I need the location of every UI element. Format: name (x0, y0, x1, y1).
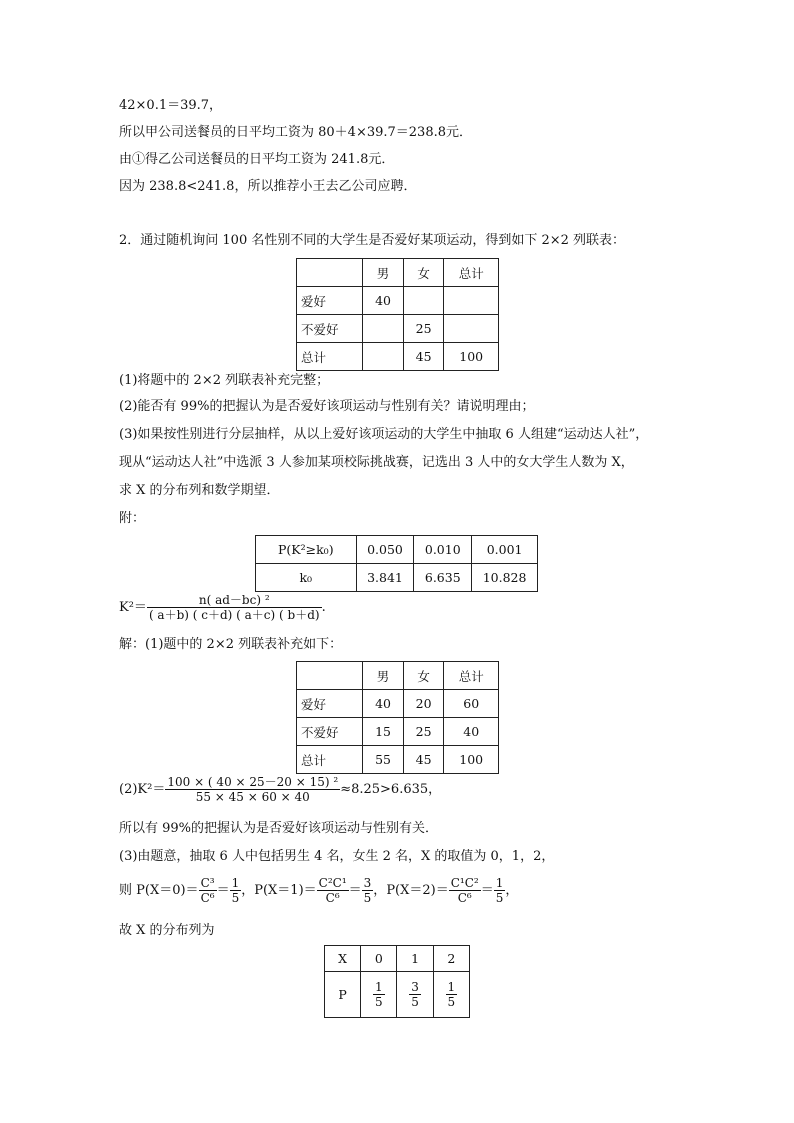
table2-p-value: 0.050 (356, 536, 414, 564)
table4-p-den: 5 (447, 995, 456, 1009)
distribution-label: 故 X 的分布列为 (119, 923, 215, 938)
prob0-comb-fraction (199, 876, 217, 905)
table2-p-value: 0.001 (472, 536, 538, 564)
table4-p-label: P (325, 972, 361, 1018)
prob1-value-fraction (362, 876, 374, 905)
table1-cell: 45 (403, 343, 444, 371)
table4-p-value (433, 972, 469, 1018)
table3-header-corner (297, 662, 363, 690)
table1-cell: 25 (403, 315, 444, 343)
prob0-value-num: 1 (231, 876, 240, 890)
k2-formula-tail: . (321, 600, 326, 615)
critical-value-table (255, 535, 538, 592)
prob-sep-2: ， (373, 883, 387, 898)
table4-p-fraction (446, 980, 458, 1009)
part3-intro: (3)由题意，抽取 6 人中包括男生 4 名，女生 2 名，X 的取值为 0，1，2， (119, 849, 555, 864)
table4-p-den: 5 (411, 995, 419, 1009)
part2-rhs: ≈8.25>6.635， (340, 782, 442, 797)
table3-cell: 40 (363, 690, 404, 718)
prob-prefix: 则 (119, 883, 137, 898)
table4-x-value: 0 (361, 946, 397, 972)
intro-line-2: 所以甲公司送餐员的日平均工资为 80＋4×39.7＝238.8元． (119, 125, 472, 140)
k2-formula (119, 592, 326, 624)
prob1-comb-den: C⁶ (317, 890, 349, 905)
table1-header-male: 男 (363, 259, 404, 287)
table4-p-value (397, 972, 433, 1018)
table4-p-num: 1 (447, 980, 456, 994)
k2-formula-fraction (147, 593, 322, 622)
table3-row-label: 爱好 (297, 690, 363, 718)
solution-intro: 解：(1)题中的 2×2 列联表补充如下： (119, 637, 343, 652)
intro-line-4: 因为 238.8<241.8，所以推荐小王去乙公司应聘． (119, 179, 417, 194)
intro-line-1: 42×0.1＝39.7， (119, 98, 223, 113)
table3-row-label: 总计 (297, 746, 363, 774)
prob1-value-num: 3 (363, 876, 372, 890)
table3-cell: 45 (403, 746, 444, 774)
contingency-table-complete (296, 661, 499, 774)
prob1-comb-num: C²C¹ (318, 876, 347, 890)
table3-cell: 60 (444, 690, 499, 718)
prob1-comb-fraction (317, 876, 349, 905)
table1-header-female: 女 (403, 259, 444, 287)
k2-formula-numerator: n( ad－bc) ² (198, 593, 270, 607)
table4-x-value: 2 (433, 946, 469, 972)
table1-header-corner (297, 259, 363, 287)
question-3-line-2: 现从“运动达人社”中选派 3 人参加某项校际挑战赛，记选出 3 人中的女大学生人数为 X， (119, 455, 634, 470)
table1-cell: 40 (363, 287, 404, 315)
k2-formula-denominator: ( a＋b) ( c＋d) ( a＋c) ( b＋d) (148, 608, 320, 622)
table3-header-female: 女 (403, 662, 444, 690)
part2-formula (119, 774, 441, 806)
question-1: (1)将题中的 2×2 列联表补充完整； (119, 373, 330, 388)
intro-line-3: 由①得乙公司送餐员的日平均工资为 241.8元． (119, 152, 395, 167)
k2-formula-lhs: K²＝ (119, 600, 147, 615)
table4-p-fraction (373, 980, 385, 1009)
table2-k-value: 10.828 (472, 564, 538, 592)
prob2-comb-num: C¹C² (450, 876, 479, 890)
table2-p-label: P(K²≥k₀) (256, 536, 357, 564)
table1-cell (444, 287, 499, 315)
part2-lhs: (2)K²＝ (119, 782, 166, 797)
question-3-line-3: 求 X 的分布列和数学期望． (119, 483, 280, 498)
prob-sep-1: ， (241, 883, 255, 898)
part2-conclusion: 所以有 99%的把握认为是否爱好该项运动与性别有关． (119, 821, 439, 836)
table1-row-label: 不爱好 (297, 315, 363, 343)
table3-cell: 15 (363, 718, 404, 746)
prob0-lhs: P(X＝0)＝ (136, 883, 199, 898)
table4-x-value: 1 (397, 946, 433, 972)
table1-row-label: 总计 (297, 343, 363, 371)
table2-k-value: 6.635 (414, 564, 472, 592)
part2-numerator: 100 × ( 40 × 25－20 × 15) ² (167, 775, 339, 789)
table1-cell (403, 287, 444, 315)
prob2-value-num: 1 (495, 876, 504, 890)
prob0-value-den: 5 (231, 891, 240, 905)
table1-cell (363, 343, 404, 371)
table2-p-value: 0.010 (414, 536, 472, 564)
prob1-eq: ＝ (348, 883, 362, 898)
prob2-comb-fraction (449, 876, 481, 905)
table1-row-label: 爱好 (297, 287, 363, 315)
table3-cell: 20 (403, 690, 444, 718)
prob-end: ， (505, 883, 519, 898)
distribution-table (324, 945, 470, 1018)
table4-x-label: X (325, 946, 361, 972)
prob1-lhs: P(X＝1)＝ (254, 883, 317, 898)
question-2: (2)能否有 99%的把握认为是否爱好该项运动与性别有关？请说明理由； (119, 399, 535, 414)
prob0-eq: ＝ (216, 883, 230, 898)
table2-k-label: k₀ (256, 564, 357, 592)
table2-k-value: 3.841 (356, 564, 414, 592)
table4-p-fraction (409, 980, 421, 1009)
question-3-line-1: (3)如果按性别进行分层抽样，从以上爱好该项运动的大学生中抽取 6 人组建“运动达人社”， (119, 427, 649, 442)
prob2-eq: ＝ (480, 883, 494, 898)
appendix-label: 附： (119, 511, 146, 526)
table4-p-value (361, 972, 397, 1018)
part2-fraction (165, 775, 340, 804)
table1-cell: 100 (444, 343, 499, 371)
table1-cell (363, 315, 404, 343)
table1-cell (444, 315, 499, 343)
table1-header-total: 总计 (444, 259, 499, 287)
part2-denominator: 55 × 45 × 60 × 40 (165, 789, 340, 804)
table3-cell: 100 (444, 746, 499, 774)
prob2-value-fraction (494, 876, 506, 905)
prob0-value-fraction (230, 876, 242, 905)
prob0-comb-num: C³ (200, 876, 215, 890)
table4-p-num: 1 (375, 980, 383, 994)
part3-probabilities (119, 874, 518, 908)
problem-stem: 2．通过随机询问 100 名性别不同的大学生是否爱好某项运动，得到如下 2×2 列联表： (119, 233, 626, 248)
prob0-comb-den: C⁶ (200, 891, 215, 905)
prob2-lhs: P(X＝2)＝ (386, 883, 449, 898)
prob2-comb-den: C⁶ (449, 890, 481, 905)
prob2-value-den: 5 (495, 891, 504, 905)
table3-header-total: 总计 (444, 662, 499, 690)
table3-cell: 40 (444, 718, 499, 746)
table4-p-num: 3 (411, 980, 419, 994)
contingency-table-incomplete (296, 258, 499, 371)
table3-cell: 55 (363, 746, 404, 774)
table3-row-label: 不爱好 (297, 718, 363, 746)
table4-p-den: 5 (375, 995, 383, 1009)
table3-cell: 25 (403, 718, 444, 746)
prob1-value-den: 5 (363, 891, 372, 905)
table3-header-male: 男 (363, 662, 404, 690)
